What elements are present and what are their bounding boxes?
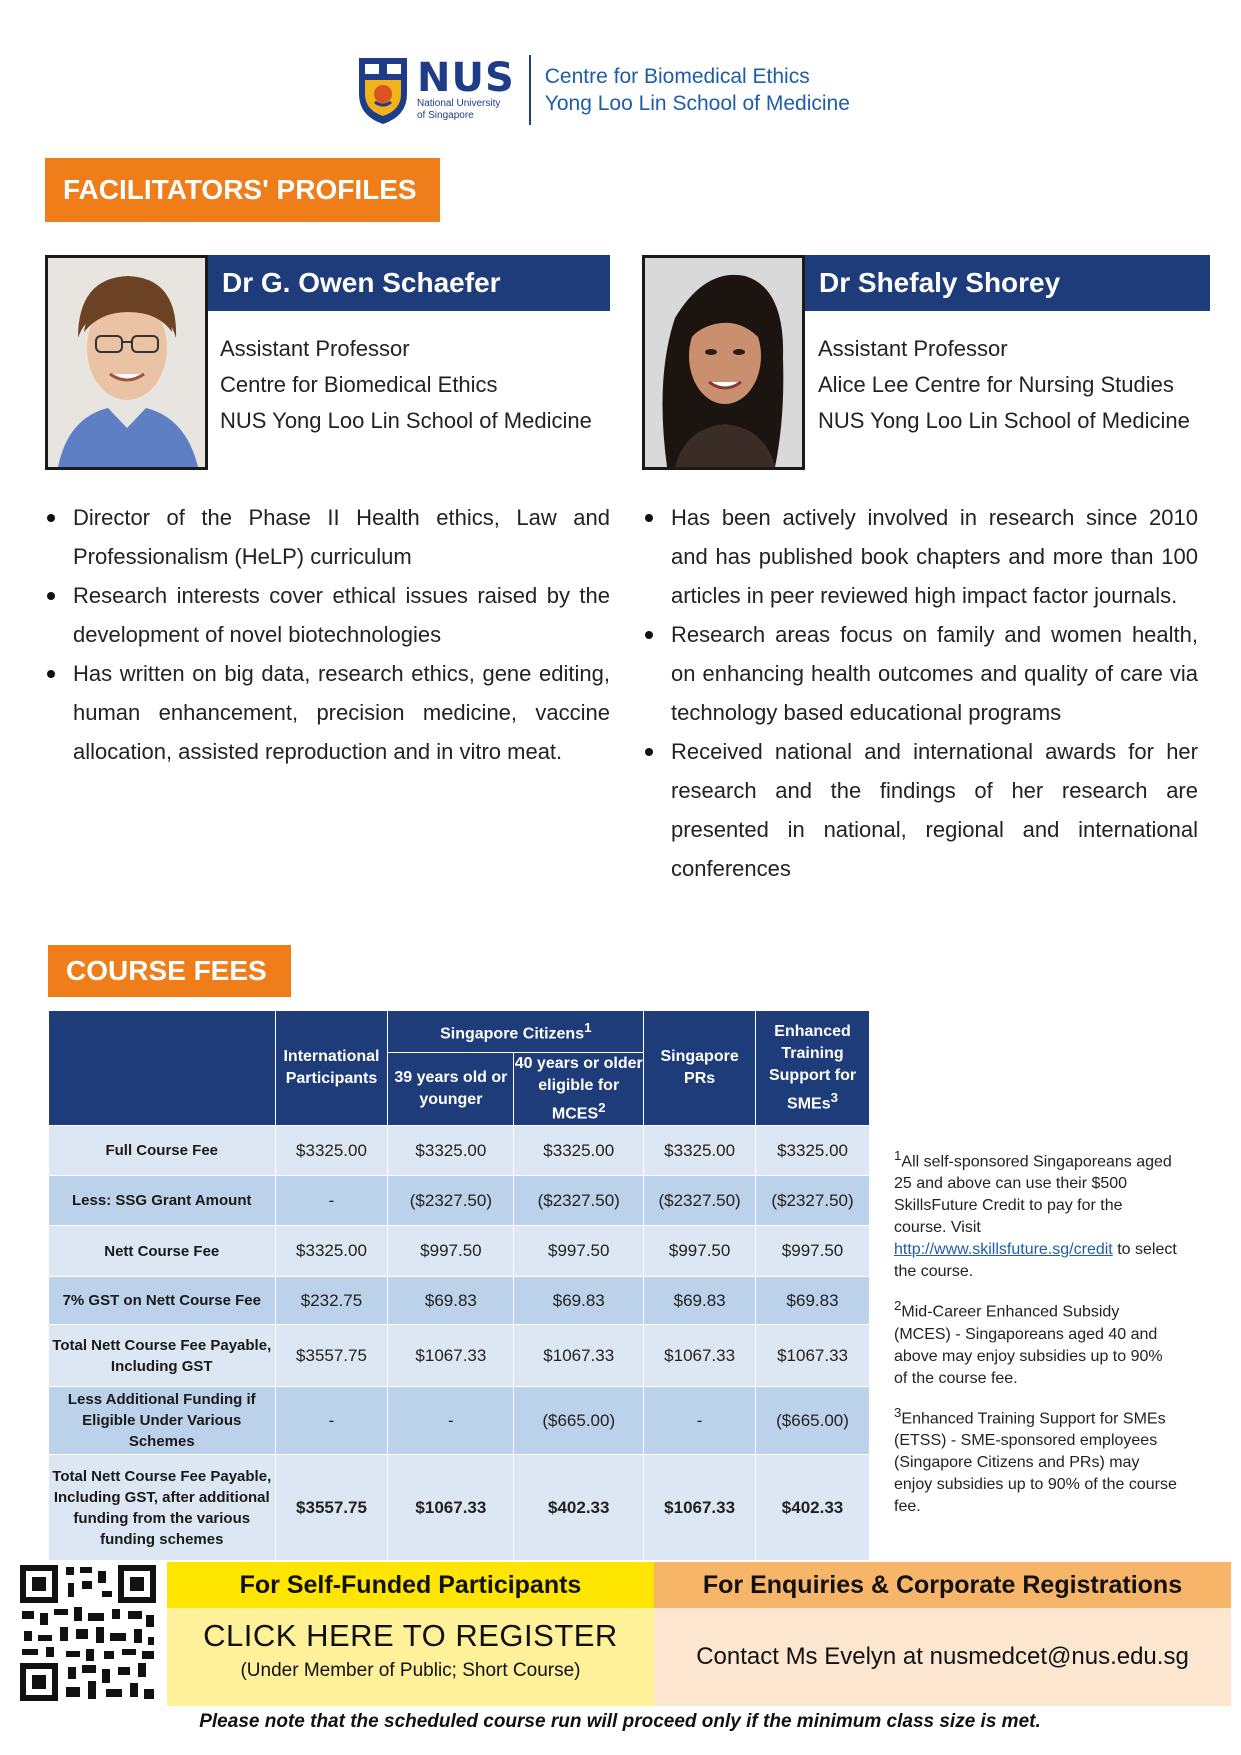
table-row <box>49 1226 870 1277</box>
self-funded-title: For Self-Funded Participants <box>167 1562 654 1608</box>
fee-cell: $69.83 <box>514 1277 644 1325</box>
fee-cell: $1067.33 <box>514 1325 644 1387</box>
profile-titles-shorey <box>818 331 1218 439</box>
fees-header-older: 40 years or older eligible for MCES$^2$ <box>514 1053 644 1126</box>
register-block[interactable] <box>167 1608 654 1706</box>
nus-crest-icon <box>355 54 411 126</box>
fee-cell: - <box>275 1387 388 1455</box>
row-label: Total Nett Course Fee Payable, Including GST <box>49 1325 276 1387</box>
profile-title-line: Centre for Biomedical Ethics <box>220 372 498 397</box>
person-portrait-icon <box>48 258 205 467</box>
profile-title-line: Assistant Professor <box>220 336 410 361</box>
fees-header-younger: 39 years old or younger <box>388 1053 514 1126</box>
fee-cell: $3325.00 <box>514 1126 644 1176</box>
fee-cell: - <box>388 1387 514 1455</box>
profile-title-line: NUS Yong Loo Lin School of Medicine <box>220 408 592 433</box>
profile-bullet: Research interests cover ethical issues raised by the development of novel biotechnologies <box>45 576 610 654</box>
table-row <box>49 1277 870 1325</box>
profile-title-line: NUS Yong Loo Lin School of Medicine <box>818 408 1190 433</box>
profile-title-line: Assistant Professor <box>818 336 1008 361</box>
profile-photo-schaefer <box>45 255 208 470</box>
register-sub-note: (Under Member of Public; Short Course) <box>240 1660 581 1681</box>
fee-cell: ($2327.50) <box>514 1176 644 1226</box>
qr-code-icon[interactable] <box>18 1563 158 1703</box>
profile-bullet: Has been actively involved in research since 2010 and has published book chapters and more than 100 articles in peer reviewed high impact factor journals. <box>643 498 1198 615</box>
centre-line2: Yong Loo Lin School of Medicine <box>544 92 850 115</box>
fees-header-international: International Participants <box>275 1011 388 1126</box>
fees-header-prs: Singapore PRs <box>644 1011 756 1126</box>
fee-cell: ($665.00) <box>756 1387 870 1455</box>
profile-bullet: Research areas focus on family and women health, on enhancing health outcomes and quality of care via technology based educational programs <box>643 615 1198 732</box>
fee-cell: $1067.33 <box>388 1325 514 1387</box>
profile-bullets-shorey <box>643 498 1198 888</box>
fees-header-blank <box>49 1011 276 1126</box>
fee-cell: ($2327.50) <box>644 1176 756 1226</box>
fee-cell: ($665.00) <box>514 1387 644 1455</box>
profile-name-schaefer: Dr G. Owen Schaefer <box>208 255 610 311</box>
fee-cell: $3325.00 <box>275 1226 388 1277</box>
skillsfuture-link[interactable]: http://www.skillsfuture.sg/credit <box>894 1241 1113 1259</box>
fees-header-etss: Enhanced Training Support for SMEs$^3$ <box>756 1011 870 1126</box>
profile-bullets-schaefer <box>45 498 610 771</box>
profile-title-line: Alice Lee Centre for Nursing Studies <box>818 372 1174 397</box>
footnote-1: $^1$All self-sponsored Singaporeans aged 25 and above can use their $500 SkillsFuture Credit to pay for the course. Visit http://www.skillsfuture.sg/credit to select the course. <box>894 1148 1177 1281</box>
fee-cell: - <box>275 1176 388 1226</box>
centre-line1: Centre for Biomedical Ethics <box>544 65 810 88</box>
profile-bullet: Director of the Phase II Health ethics, Law and Professionalism (HeLP) curriculum <box>45 498 610 576</box>
fee-cell: $997.50 <box>644 1226 756 1277</box>
row-label: 7% GST on Nett Course Fee <box>49 1277 276 1325</box>
header-logo <box>355 50 875 130</box>
table-row <box>49 1387 870 1455</box>
table-row <box>49 1325 870 1387</box>
facilitators-section-title: FACILITATORS' PROFILES <box>45 158 440 222</box>
fee-cell: $232.75 <box>275 1277 388 1325</box>
fee-cell: $3557.75 <box>275 1325 388 1387</box>
register-button[interactable]: CLICK HERE TO REGISTER <box>203 1618 618 1653</box>
fee-cell: $1067.33 <box>644 1325 756 1387</box>
fee-cell: $69.83 <box>644 1277 756 1325</box>
contact-line[interactable]: Contact Ms Evelyn at nusmedcet@nus.edu.sg <box>654 1608 1231 1706</box>
min-class-size-note: Please note that the scheduled course run will proceed only if the minimum class size is met. <box>199 1711 1041 1732</box>
profile-name-shorey: Dr Shefaly Shorey <box>805 255 1210 311</box>
fee-cell: $1067.33 <box>388 1455 514 1561</box>
fee-cell: - <box>644 1387 756 1455</box>
fee-cell: $997.50 <box>514 1226 644 1277</box>
table-row <box>49 1455 870 1561</box>
enquiries-title: For Enquiries & Corporate Registrations <box>654 1562 1231 1608</box>
nus-wordmark <box>417 55 515 122</box>
nus-wordmark-text: NUS <box>417 55 515 101</box>
fee-cell: $3325.00 <box>275 1126 388 1176</box>
fee-cell: $402.33 <box>756 1455 870 1561</box>
row-label: Total Nett Course Fee Payable, Including GST, after additional funding from the various funding schemes <box>49 1455 276 1561</box>
row-label: Less: SSG Grant Amount <box>49 1176 276 1226</box>
nus-sub2: of Singapore <box>417 110 474 121</box>
fee-cell: $3557.75 <box>275 1455 388 1561</box>
centre-name <box>545 63 850 117</box>
fee-cell: ($2327.50) <box>756 1176 870 1226</box>
logo-divider <box>529 55 531 125</box>
fee-cell: $69.83 <box>756 1277 870 1325</box>
fee-cell: $997.50 <box>756 1226 870 1277</box>
row-label: Less Additional Funding if Eligible Under Various Schemes <box>49 1387 276 1455</box>
profile-photo-shorey <box>642 255 805 470</box>
fee-cell: ($2327.50) <box>388 1176 514 1226</box>
fee-cell: $997.50 <box>388 1226 514 1277</box>
row-label: Nett Course Fee <box>49 1226 276 1277</box>
profile-bullet: Received national and international awards for her research and the findings of her research are presented in national, regional and international conferences <box>643 732 1198 888</box>
footnote-2: $^2$Mid-Career Enhanced Subsidy (MCES) - Singaporeans aged 40 and above may enjoy subsidies up to 90% of the course fee. <box>894 1298 1163 1387</box>
fee-cell: $402.33 <box>514 1455 644 1561</box>
profile-bullet: Has written on big data, research ethics, gene editing, human enhancement, precision medicine, vaccine allocation, assisted reproduction and in vitro meat. <box>45 654 610 771</box>
footnote-3: $^3$Enhanced Training Support for SMEs (ETSS) - SME-sponsored employees (Singapore Citizens and PRs) may enjoy subsidies up to 90% of the course fee. <box>894 1404 1177 1515</box>
fees-footnotes <box>894 1145 1179 1530</box>
fee-cell: $3325.00 <box>388 1126 514 1176</box>
fee-cell: $69.83 <box>388 1277 514 1325</box>
profile-titles-schaefer <box>220 331 620 439</box>
fees-table <box>48 1010 870 1561</box>
fee-cell: $3325.00 <box>644 1126 756 1176</box>
person-portrait-icon <box>645 258 802 467</box>
table-row <box>49 1126 870 1176</box>
row-label: Full Course Fee <box>49 1126 276 1176</box>
fee-cell: $1067.33 <box>756 1325 870 1387</box>
fee-cell: $3325.00 <box>756 1126 870 1176</box>
fees-section-title: COURSE FEES <box>48 945 291 997</box>
qr-code-graphic <box>18 1563 158 1703</box>
nus-sub1: National University <box>417 98 501 109</box>
fee-cell: $1067.33 <box>644 1455 756 1561</box>
fees-header-citizens: Singapore Citizens$^1$ <box>388 1011 644 1053</box>
table-row <box>49 1176 870 1226</box>
